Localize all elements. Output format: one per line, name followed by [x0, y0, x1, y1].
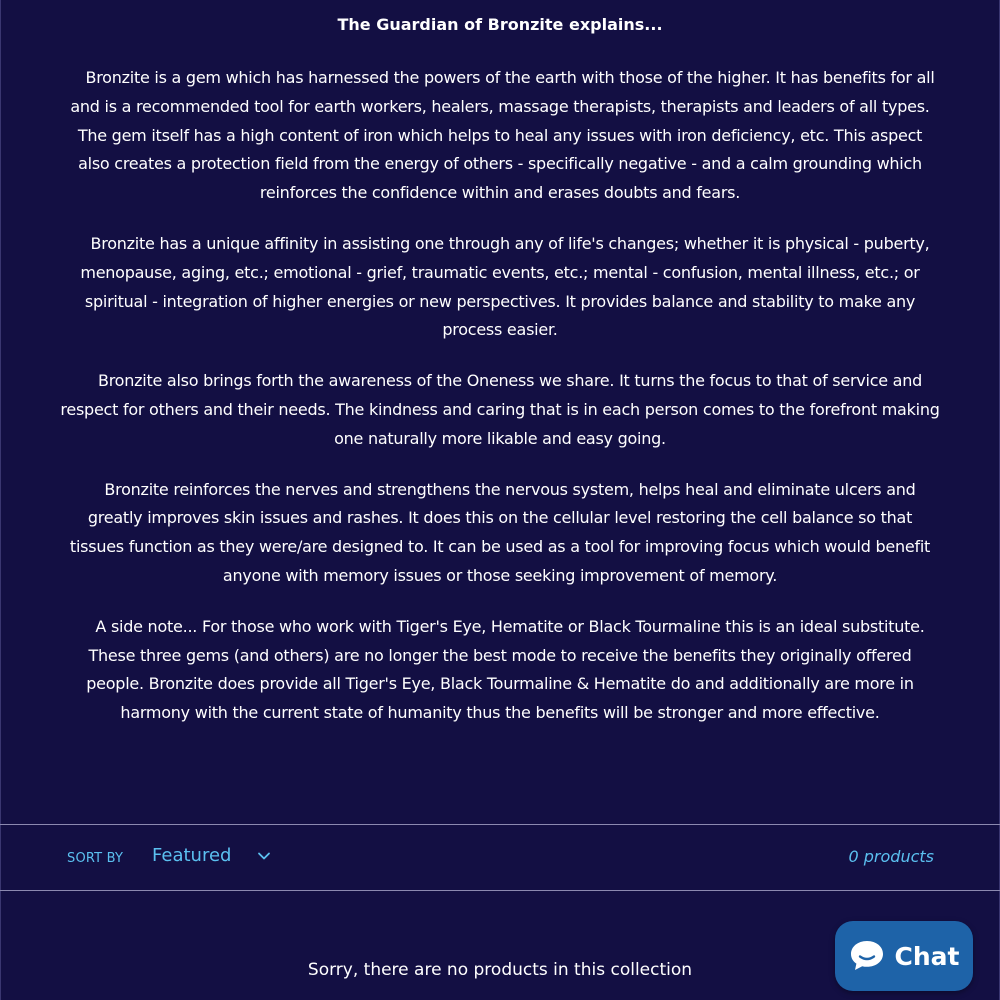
description-paragraph: Bronzite is a gem which has harnessed the powers of the earth with those of the higher. It has benefits for all and is a recommended tool for earth workers, healers, massage therapists, therapists and leaders of all types. The gem itself has a high content of iron which helps to heal any issues with iron deficiency, etc. This aspect also creates a protection field from the energy of others - specifically negative - and a calm grounding which reinforces the confidence within and erases doubts and fears. [70, 68, 935, 203]
chat-button[interactable] [835, 921, 973, 991]
sort-by-label: SORT BY [67, 851, 124, 866]
description-paragraph: Bronzite has a unique affinity in assisting one through any of life's changes; whether it is physical - puberty, menopause, aging, etc.; emotional - grief, traumatic events, etc.; mental - confusion, mental illness, etc.; or spiritual - integration of higher energies or new perspectives. It provides balance and stability to make any process easier. [80, 233, 930, 340]
chat-label: Chat [894, 941, 960, 971]
chat-bubble-icon [849, 939, 885, 973]
description-paragraph: Bronzite also brings forth the awareness of the Oneness we share. It turns the focus to that of service and respect for others and their needs. The kindness and caring that is in each person comes to the forefront making one naturally more likable and easy going. [60, 371, 940, 448]
product-count: 0 products [848, 847, 934, 866]
sort-selected-value: Featured [152, 845, 232, 866]
description-paragraph: A side note... For those who work with Tiger's Eye, Hematite or Black Tourmaline this is an ideal substitute. These three gems (and others) are no longer the best mode to receive the benefits they originally offered people. Bronzite does provide all Tiger's Eye, Black Tourmaline & Hematite do and additionally are more in harmony with the current state of humanity thus the benefits will be stronger and more effective. [86, 616, 925, 723]
description-paragraph: Bronzite reinforces the nerves and strengthens the nervous system, helps heal and eliminate ulcers and greatly improves skin issues and rashes. It does this on the cellular level restoring the cell balance so that tissues function as they were/are designed to. It can be used as a tool for improving focus which would benefit anyone with memory issues or those seeking improvement of memory. [69, 479, 931, 585]
sort-by-select[interactable] [152, 845, 271, 866]
collection-sort-bar [0, 825, 1000, 890]
divider [0, 890, 1000, 891]
collection-description [60, 12, 940, 750]
empty-collection-message: Sorry, there are no products in this collection [307, 960, 693, 980]
description-title: The Guardian of Bronzite explains... [337, 15, 663, 34]
chevron-down-icon [257, 849, 271, 863]
